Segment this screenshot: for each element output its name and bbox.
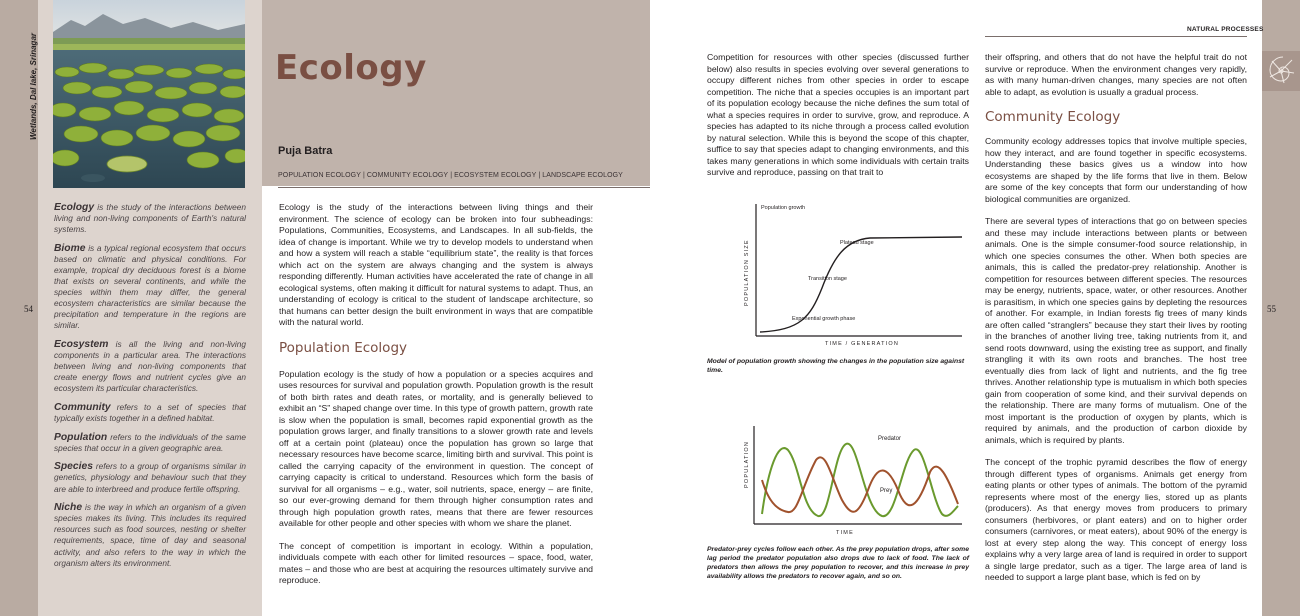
x-axis-label: TIME [836,530,854,536]
glossary-term: Species [54,461,93,473]
glossary-entry [54,432,246,454]
photo-side-caption: Wetlands, Dal lake, Srinagar [29,32,38,140]
glossary-definition: is the study of the interactions between living and non-living components of Earth's natural systems. [54,202,246,235]
label-prey: Prey [880,488,893,494]
subhead-ecosystem: ECOSYSTEM ECOLOGY [454,172,537,179]
running-head: NATURAL PROCESSES [1187,26,1264,33]
figure-caption-2: Predator-prey cycles follow each other. As the prey population drops, after some lag period the predator population also drops due to lack of food. The lack of predators then allows the prey population to recover, and this increase in prey availability allows the predators to recover again, and so on. [707,546,969,580]
section-heading-community: Community Ecology [985,109,1121,125]
glossary-definition: refers to a group of organisms similar in genetics, physiology and behaviour such that they are able to interbreed and produce fertile offspring. [54,461,246,494]
section-heading-population: Population Ecology [279,339,407,356]
chapter-title: Ecology [275,48,427,88]
page-number-right: 55 [1267,304,1276,314]
shell-icon [1262,51,1300,91]
label-exponential: Exponential growth phase [792,316,856,322]
glossary-entry [54,461,246,494]
author-name: Puja Batra [278,145,333,157]
body-paragraph: There are several types of interactions that go on between species and these may include interactions between plants or between animals. One is the simple consumer-food source relationship, in which one species consumes the other. When both species are animals, this is called the predator-prey relationship. Another is competition for resources between different species. The resources may be energy, nutrients, space, water, or other resources. Another is parasitism, in which one species gains by depleting the resources of another. For example, in Indian forests fig trees of many kinds are often called “stranglers” because they start their lives by rooting in the branches of another living tree, taking nutrients from it, and send roots downward, using the existing tree as support, and finally strangling it with its own roots and branches. The host tree eventually dies from lack of light and nutrients, and the fig tree thrives. Another relationship type is mutualism in which both species gain from cooperation of some kind, and their survival depends on the relationship. There are many forms of mutualism. One of the most important is the production of oxygen by plants, which is required by animals, and the production of carbon dioxide by animals, which is required by plants. [985,216,1247,445]
glossary-term: Biome [54,242,86,254]
header-band [262,0,650,186]
subhead-community: COMMUNITY ECOLOGY [366,172,449,179]
glossary-entry [54,243,246,332]
glossary-entry [54,502,246,569]
body-paragraph: The concept of the trophic pyramid describes the flow of energy through different types of organisms. Animals get energy from eating plants or other types of animals. The bottom of the pyramid represents where most of the energy lies, stored up as plants (producers). As that energy moves from producers to primary consumers (herbivores, or plant eaters) and on to higher order consumers (carnivores, or meat eaters), about 90% of the energy is lost at every step along the way. This concept of energy loss explains why a very large area of land is required in order to support a single large predator, such as a tiger. The large area of land is needed to support a large plant base, which is fed on by [985,457,1247,582]
glossary-term: Niche [54,502,83,514]
glossary-definition: refers to a set of species that typically exists together in a defined habitat. [54,402,246,424]
right-column-b [985,52,1247,595]
body-paragraph: Community ecology addresses topics that involve multiple species, how they interact, and are found together in specific ecosystems. Understanding these basics gives us a window into how ecosystems are shaped by the life forms that live in them. Below are some of the key concepts that form our understanding of how biological communities are organized. [985,136,1247,204]
glossary-entry [54,202,246,235]
s-curve [760,237,962,332]
glossary-entry [54,339,246,394]
intro-paragraph: Ecology is the study of the interactions between living things and their environment. The science of ecology can be broken into four subheadings: Populations, Communities, Ecosystems, and Landscapes. In all sub-fields, the idea of change is important. While we try to develop models to understand when and how a system will reach a stable “equilibrium state”, the reality is that forces which act on the system are always changing and the system is always responding differently. Human activities have accelerated the rate of change in all ecological systems, often making it difficult for natural systems to adapt. Thus, an understanding of ecology is critical to the student of landscape architecture, so that humans can better design the built environment in ways that are compatible with the natural world. [279,202,593,327]
glossary-definition: is a typical regional ecosystem that occurs based on climatic and physical conditions. For example, tropical dry deciduous forest is a biome that exists on several continents, and while the species within them may differ, the general ecosystem characteristics are similar because the precipitation and temperature in the regions are similar. [54,242,246,331]
page-number-left: 54 [24,304,33,314]
wetland-photo [53,0,245,188]
body-paragraph: Population ecology is the study of how a population or a species acquires and uses resources for survival and population growth. Population growth is the result of both birth rates and death rates, or mortality, and is generally believed to exhibit an “S” shaped change over time. In this type of growth pattern, growth rate is slow when the population is small, becomes rapid exponential growth as the population grows larger, and finally transitions to a slower growth rate and levels off at a certain point (plateau) once the population has grown so large that necessary resources have become scarce, limiting birth and survival. This point is called the carrying capacity of the environment in question. The concept of carrying capacity is critical to understand. Resources which form the basis of survival for all organisms – e.g., water, soil nutrients, space, energy – are finite, so our ever-growing demand for them through higher consumption rates and through high population growth rates, means that there are fewer resources available for other people and other species with whom we share the planet. [279,368,593,528]
glossary-definition: refers to the individuals of the same species that occur in a given geographic area. [54,431,246,453]
body-paragraph: their offspring, and others that do not have the helpful trait do not survive or reproduce. When the environment changes very rapidly, as with many human-driven changes, many species are not often able to adapt, as evolution is usually a gradual process. [985,52,1247,97]
label-population-growth: Population growth [761,205,806,211]
y-axis-label: POPULATION [744,440,750,488]
subhead-landscape: LANDSCAPE ECOLOGY [542,172,623,179]
label-predator: Predator [878,436,902,442]
glossary [54,202,246,576]
left-body-text [279,202,593,598]
glossary-entry [54,402,246,424]
glossary-term: Ecology [54,202,95,213]
subhead-population: POPULATION ECOLOGY [278,172,361,179]
glossary-definition: is the way in which an organism of a given species makes its living. This includes its required resources such as food sources, nesting or shelter requirements, space, time of day and seasonal activity, and also refers to the way in which the organism alters its environment. [54,502,246,568]
chapter-subheads: POPULATION ECOLOGY | COMMUNITY ECOLOGY | ECOSYSTEM ECOLOGY | LANDSCAPE ECOLOGY [278,172,623,179]
glossary-term: Community [54,402,111,413]
predator-prey-figure [738,420,970,540]
figure-caption-1: Model of population growth showing the changes in the population size against time. [707,358,965,374]
header-rule [278,187,650,188]
glossary-term: Population [54,431,108,443]
predator-curve [762,457,958,512]
glossary-definition: is all the living and non-living components in a particular area. The interactions between living and non-living components that create energy flows and nutrient cycles give an ecosystem its particular characteristics. [54,339,246,394]
x-axis-label: TIME / GENERATION [825,341,900,347]
label-plateau: Plateau stage [840,240,874,246]
glossary-term: Ecosystem [54,339,109,351]
body-paragraph: The concept of competition is important in ecology. Within a population, individuals compete with each other for limited resources – space, food, water, mates – and those who are best at acquiring the resources ultimately survive and reproduce. [279,540,593,585]
running-head-rule [985,36,1247,37]
body-paragraph: Competition for resources with other species (discussed further below) also results in species evolving over several generations to occupy different niches from other species in order to escape competition. The niche that a species occupies is an important part of its population ecology because the niche defines the sum total of what a species requires in order to survive, grow, and reproduce. A species has adapted to its niche through a process called evolution by natural selection. While this is beyond the scope of this chapter, suffice to say that species adapt to changing environments, and this takes many generations in which some individuals with certain traits survive and reproduce, passing on that trait to [707,52,969,177]
population-growth-figure [730,198,970,348]
label-transition: Transition stage [808,276,847,282]
y-axis-label: POPULATION SIZE [744,239,750,306]
right-column-a [707,52,969,179]
